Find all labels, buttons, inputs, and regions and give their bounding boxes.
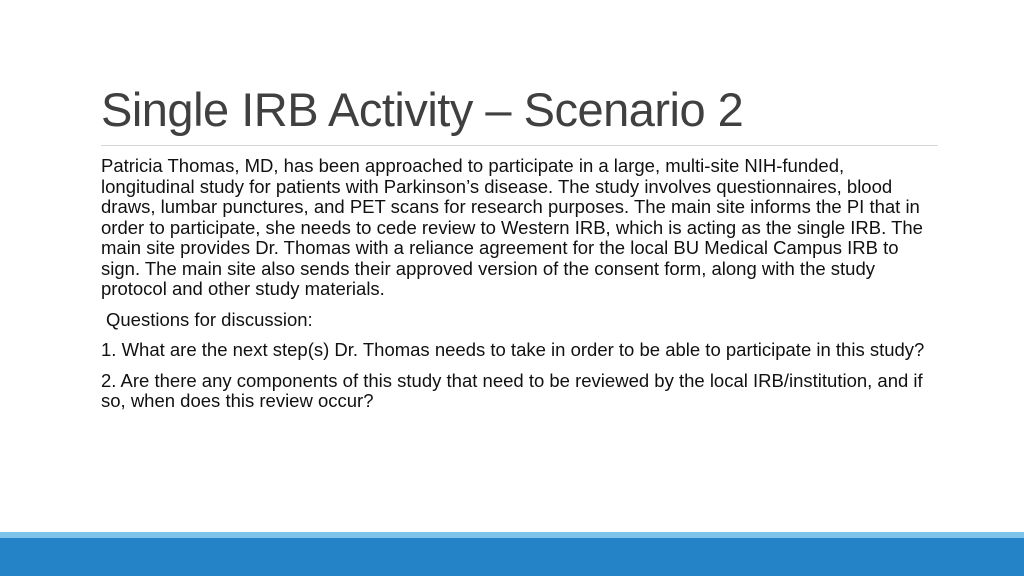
footer-bar <box>0 538 1024 576</box>
question-1: 1. What are the next step(s) Dr. Thomas needs to take in order to be able to participate in this study? <box>101 339 925 360</box>
question-2: 2. Are there any components of this study that need to be reviewed by the local IRB/institution, and if so, when does this review occur? <box>101 369 923 411</box>
title-divider <box>101 145 938 146</box>
questions-label: Questions for discussion: <box>106 308 313 330</box>
slide-title: Single IRB Activity – Scenario 2 <box>101 83 744 136</box>
scenario-paragraph: Patricia Thomas, MD, has been approached to participate in a large, multi-site NIH-funded, longitudinal study for patients with Parkinson’s disease. The study involves questionnaires, blood draws, lumbar punctures, and PET scans for research purposes. The main site informs the PI that in order to participate, she needs to cede review to Western IRB, which is acting as the single IRB. The main site provides Dr. Thomas with a reliance agreement for the local BU Medical Campus IRB to sign. The main site also sends their approved version of the consent form, along with the study protocol and other study materials. <box>101 155 923 299</box>
slide-content <box>101 156 931 422</box>
